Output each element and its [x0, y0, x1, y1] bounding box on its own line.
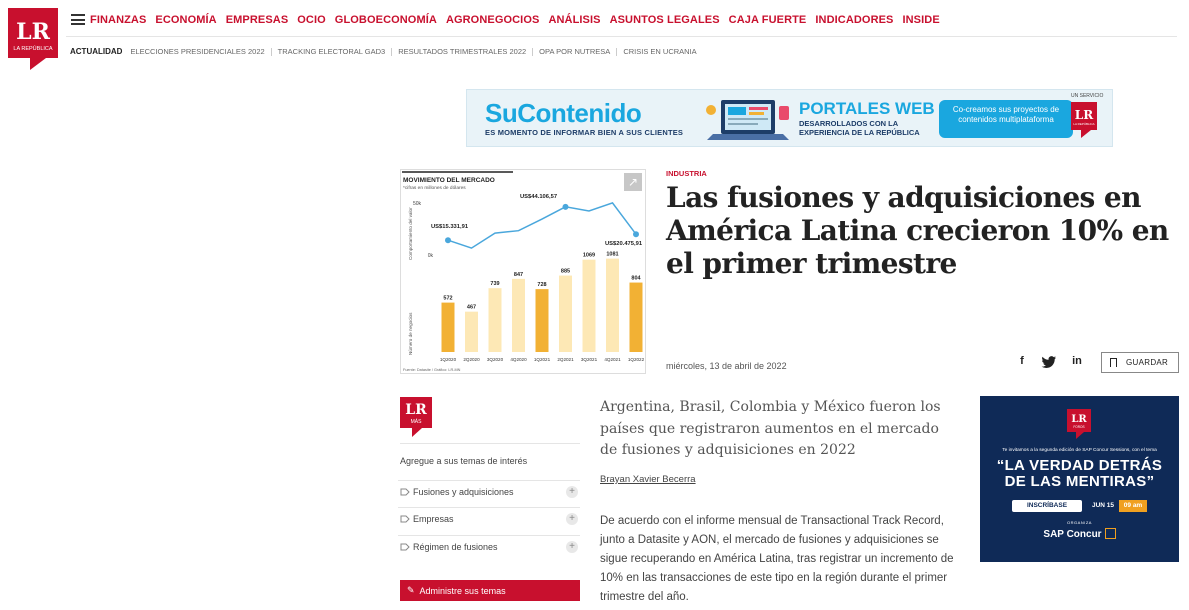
- chart-bar-value: 804: [631, 275, 641, 282]
- chart-line-point: [445, 237, 451, 243]
- chart-category-label: 2Q2020: [463, 357, 480, 362]
- banner-portales-title: PORTALES WEB: [799, 99, 935, 118]
- laptop-illustration-icon: [703, 96, 793, 144]
- chart-line-point: [633, 231, 639, 237]
- chart-bar: [606, 259, 619, 352]
- tag-icon: [400, 515, 410, 523]
- subnav-item[interactable]: CRISIS EN UCRANIA: [623, 47, 697, 56]
- ad-register-button[interactable]: INSCRÍBASE: [1012, 500, 1082, 512]
- chart-category-label: 3Q2020: [486, 357, 504, 362]
- twitter-share-icon[interactable]: [1041, 355, 1057, 369]
- chart-tick-label: 50k: [412, 201, 421, 207]
- add-topic-icon[interactable]: +: [566, 541, 578, 553]
- chart-source: Fuente: Datasite / Gráfico: LR-MN: [403, 368, 461, 372]
- chart-bar-value: 739: [490, 281, 500, 288]
- banner-portales-sub-line: DESARROLLADOS CON LA: [799, 119, 899, 128]
- save-button-label: GUARDAR: [1126, 358, 1169, 367]
- chart-bar-value: 728: [537, 282, 547, 289]
- chart-category-label: 2Q2021: [557, 357, 574, 362]
- save-button[interactable]: [1101, 352, 1179, 373]
- chart-line-label: US$15.331,91: [431, 224, 469, 230]
- chart-bar-value: 847: [513, 271, 524, 278]
- chart-bar: [489, 288, 502, 352]
- nav-link-indicadores[interactable]: INDICADORES: [815, 14, 894, 26]
- subnav-item[interactable]: RESULTADOS TRIMESTRALES 2022: [398, 47, 527, 56]
- nav-link-inside[interactable]: INSIDE: [902, 14, 940, 26]
- linkedin-share-icon[interactable]: in: [1072, 355, 1082, 367]
- logo-subtext: LA REPÚBLICA: [13, 46, 53, 52]
- chart-bar: [442, 303, 455, 352]
- svg-text:FOROS: FOROS: [1073, 425, 1085, 429]
- sap-concur-icon: [1105, 528, 1116, 539]
- chart-title: MOVIMIENTO DEL MERCADO: [403, 177, 495, 184]
- svg-text:LR: LR: [1074, 108, 1094, 122]
- topic-item-empresas[interactable]: [398, 507, 580, 529]
- banner-brand-sub: ES MOMENTO DE INFORMAR BIEN A SUS CLIENTES: [485, 128, 684, 137]
- sucontenido-banner[interactable]: [466, 89, 1113, 147]
- article-date: miércoles, 13 de abril de 2022: [666, 361, 787, 371]
- expand-image-icon[interactable]: ↗: [624, 173, 642, 191]
- article-category[interactable]: INDUSTRIA: [666, 169, 707, 178]
- add-topic-icon[interactable]: +: [566, 486, 578, 498]
- subnav-item[interactable]: TRACKING ELECTORAL GAD3: [277, 47, 386, 56]
- article-chart[interactable]: [400, 169, 646, 374]
- lr-mas-logo: [400, 397, 432, 437]
- chart-category-label: 4Q2021: [604, 357, 621, 362]
- chart-tick-label: 0k: [427, 253, 433, 259]
- svg-text:LR: LR: [1071, 414, 1087, 425]
- topic-label: Empresas: [413, 513, 454, 524]
- hamburger-menu-icon[interactable]: [71, 14, 85, 25]
- nav-link-analisis[interactable]: ANÁLISIS: [548, 14, 601, 26]
- banner-brand: SuContenido: [485, 98, 642, 128]
- chart-ylabel-bar: Número de negocios: [408, 312, 413, 355]
- tag-icon: [400, 488, 410, 496]
- chart-line-label: US$44.106,57: [520, 194, 558, 200]
- subnav-separator: [391, 48, 392, 56]
- lr-foros-logo: [1067, 409, 1091, 439]
- la-republica-logo[interactable]: [8, 8, 58, 70]
- nav-link-asuntos-legales[interactable]: ASUNTOS LEGALES: [609, 14, 720, 26]
- ad-invite-text: Te invitamos a la segunda edición de SAP Concur Sessions, con el tema: [1002, 448, 1157, 453]
- nav-link-finanzas[interactable]: FINANZAS: [90, 14, 147, 26]
- chart-bar: [630, 283, 643, 352]
- nav-link-empresas[interactable]: EMPRESAS: [225, 14, 289, 26]
- pencil-icon: ✎: [407, 585, 415, 595]
- manage-topics-label: Administre sus temas: [419, 585, 506, 596]
- svg-text:LA REPÚBLICA: LA REPÚBLICA: [1073, 122, 1095, 126]
- svg-text:MÁS: MÁS: [410, 419, 422, 425]
- chart-category-label: 1Q2022: [627, 357, 645, 362]
- ad-date: JUN 15: [1091, 502, 1115, 509]
- subnav-separator: [271, 48, 272, 56]
- market-chart: [401, 170, 646, 374]
- bookmark-icon: [1110, 358, 1117, 367]
- topic-label: Fusiones y adquisiciones: [413, 486, 514, 497]
- banner-portales-sub: [799, 119, 920, 137]
- nav-link-ocio[interactable]: OCIO: [297, 14, 326, 26]
- chart-bar: [465, 312, 478, 352]
- banner-cta[interactable]: Co-creamos sus proyectos de contenidos multiplataforma: [939, 100, 1073, 138]
- ad-quote: “LA VERDAD DETRÁS DE LAS MENTIRAS”: [996, 457, 1163, 490]
- topic-label: Régimen de fusiones: [413, 541, 498, 552]
- chart-bar-value: 1081: [606, 251, 619, 258]
- topics-intro: Agregue a sus temas de interés: [400, 456, 528, 466]
- chart-category-label: 1Q2020: [439, 357, 457, 362]
- chart-bar: [536, 289, 549, 352]
- article-lead: Argentina, Brasil, Colombia y México fueron los países que registraron aumentos en el mercado de fusiones y adquisiciones en 2022: [600, 399, 941, 458]
- chart-bar-value: 885: [560, 268, 571, 275]
- topic-item-fusiones[interactable]: [398, 480, 580, 502]
- logo-text: LR: [16, 19, 50, 45]
- tag-icon: [400, 543, 410, 551]
- chart-bar-value: 1069: [582, 252, 596, 259]
- manage-topics-button[interactable]: [400, 580, 580, 601]
- chart-line-point: [563, 204, 569, 210]
- subnav-item[interactable]: ELECCIONES PRESIDENCIALES 2022: [130, 47, 265, 56]
- facebook-share-icon[interactable]: f: [1020, 355, 1024, 367]
- chart-bar: [583, 260, 596, 352]
- chart-bar: [559, 276, 572, 352]
- banner-lr-logo: [1071, 102, 1097, 138]
- sub-nav: [70, 47, 697, 56]
- article-body: De acuerdo con el informe mensual de Transactional Track Record, junto a Datasite y AON, el mercado de fusiones y adquisiciones se sigue recuperando en América Latina, tras registrar un incremento de 10% en las transacciones de este tipo en la región durante el primer trimestre del año.: [600, 515, 954, 603]
- chart-line-label: US$20.475,91: [605, 241, 643, 247]
- banner-servicio-label: UN SERVICIO: [1071, 93, 1104, 99]
- main-nav: [90, 14, 949, 26]
- nav-link-economia[interactable]: ECONOMÍA: [155, 14, 217, 26]
- ad-sponsor: SAP Concur: [980, 528, 1179, 540]
- subnav-separator: [616, 48, 617, 56]
- subnav-item[interactable]: OPA POR NUTRESA: [539, 47, 611, 56]
- chart-ylabel-line: Comportamiento del valor: [408, 207, 413, 260]
- chart-category-label: 4Q2020: [510, 357, 527, 362]
- chart-category-label: 1Q2021: [533, 357, 551, 362]
- chart-category-label: 3Q2021: [580, 357, 598, 362]
- chart-subtitle: *cifras en millones de dólares: [403, 186, 466, 191]
- topics-divider: [400, 443, 580, 444]
- subnav-current[interactable]: ACTUALIDAD: [70, 47, 123, 56]
- article-headline: Las fusiones y adquisiciones en América Latina crecieron 10% en el primer trimestre: [666, 181, 1169, 280]
- chart-bar-value: 467: [466, 304, 477, 311]
- nav-link-caja-fuerte[interactable]: CAJA FUERTE: [728, 14, 807, 26]
- ad-time: 09 am: [1119, 500, 1147, 512]
- subnav-separator: [532, 48, 533, 56]
- topic-item-regimen[interactable]: [398, 535, 580, 557]
- sap-concur-ad[interactable]: [980, 396, 1179, 562]
- svg-text:LR: LR: [405, 402, 427, 418]
- nav-link-agronegocios[interactable]: AGRONEGOCIOS: [445, 14, 540, 26]
- article-author[interactable]: Brayan Xavier Becerra: [600, 474, 696, 485]
- ad-organiza-label: ORGANIZA: [1067, 520, 1092, 525]
- nav-link-globoeconomia[interactable]: GLOBOECONOMÍA: [334, 14, 437, 26]
- add-topic-icon[interactable]: +: [566, 513, 578, 525]
- chart-bar: [512, 279, 525, 352]
- chart-bar-value: 572: [443, 295, 453, 302]
- banner-portales-sub-line: EXPERIENCIA DE LA REPÚBLICA: [799, 128, 920, 137]
- header-divider: [66, 36, 1177, 37]
